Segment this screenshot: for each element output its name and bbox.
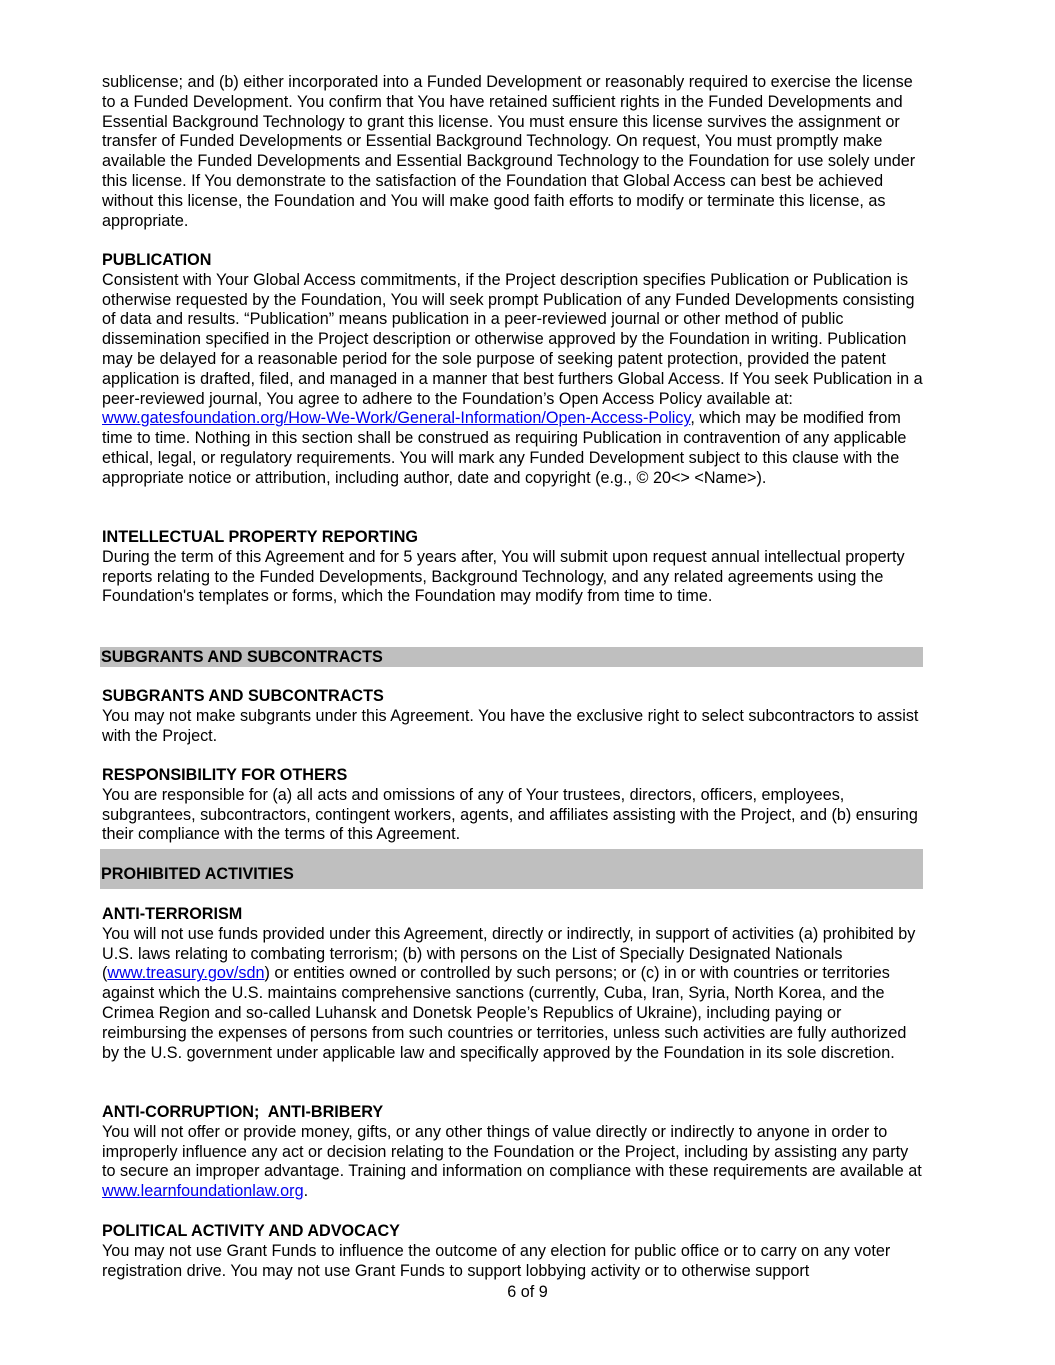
intro-section [102,73,924,231]
anti-corruption-section [102,1103,924,1202]
anti-terrorism-text-after: ) or entities owned or controlled by such persons; or (c) in or with countries or territories against which the U.S. maintains comprehensive sanctions (currently, Cuba, Iran, Syria, North Korea, and the Crimea Region and so-called Luhansk and Donetsk People’s Republics of Ukraine), including paying or reimbursing the expenses of persons from such countries or territories, unless such activities are fully authorized by the U.S. government under applicable law and specifically approved by the Foundation in its sole discretion. [102,964,907,1062]
anti-corruption-paragraph [102,1123,924,1202]
responsibility-paragraph: You are responsible for (a) all acts and omissions of any of Your trustees, directors, officers, employees, subgrantees, subcontractors, contingent workers, agents, and affiliates assisting with the Project, and (b) ensuring their compliance with the terms of this Agreement. [102,785,918,844]
section-band-prohibited [100,849,923,889]
open-access-policy-link[interactable]: www.gatesfoundation.org/How-We-Work/General-Information/Open-Access-Policy [102,409,691,428]
treasury-sdn-link[interactable]: www.treasury.gov/sdn [107,964,265,983]
anti-corruption-heading: ANTI-CORRUPTION; ANTI-BRIBERY [102,1103,384,1121]
page-number: 6 of 9 [507,1283,548,1301]
ip-reporting-section [102,528,924,607]
publication-text-before: Consistent with Your Global Access commitments, if the Project description specifies Publication or Publication is otherwise requested by the Foundation, You will seek prompt Publication of any Funded Developments consisting of data and results. “Publication” means publication in a peer-reviewed journal or other method of public dissemination specified in the Project description or otherwise approved by the Foundation in writing. Publication may be delayed for a reasonable period for the sole purpose of seeking patent protection, provided the patent application is drafted, filed, and managed in a manner that best furthers Global Access. If You seek Publication in a peer-reviewed journal, You agree to adhere to the Foundation’s Open Access Policy available at: [102,270,923,408]
section-band-subgrants [100,647,923,667]
learnfoundationlaw-link[interactable]: www.learnfoundationlaw.org [102,1182,304,1201]
responsibility-heading: RESPONSIBILITY FOR OTHERS [102,766,348,784]
political-section [102,1222,924,1281]
anti-terrorism-paragraph [102,925,924,1064]
anti-corruption-text-before: You will not offer or provide money, gifts, or any other things of value directly or indirectly to anyone in order to improperly influence any act or decision relating to the Foundation or the Project, including by assisting any party to secure an improper advantage. Training and information on compliance with these requirements are available at [102,1122,922,1181]
section-band-subgrants-label: SUBGRANTS AND SUBCONTRACTS [101,648,383,666]
publication-heading: PUBLICATION [102,251,212,269]
publication-paragraph [102,271,924,489]
publication-text-after: , which may be modified from time to time. Nothing in this section shall be construed as requiring Publication in contravention of any applicable ethical, legal, or regulatory requirements. You will mark any Funded Development subject to this clause with the appropriate notice or attribution, including author, date and copyright (e.g., © 20<> <Name>). [102,409,907,487]
anti-terrorism-heading: ANTI-TERRORISM [102,905,243,923]
responsibility-section [102,766,924,845]
political-heading: POLITICAL ACTIVITY AND ADVOCACY [102,1222,400,1240]
subgrants-paragraph: You may not make subgrants under this Agreement. You have the exclusive right to select subcontractors to assist with the Project. [102,706,919,745]
anti-corruption-text-after: . [303,1182,309,1201]
subgrants-section [102,687,924,746]
political-paragraph: You may not use Grant Funds to influence the outcome of any election for public office or to carry on any voter registration drive. You may not use Grant Funds to support lobbying activity or to otherwise support [102,1241,891,1280]
intro-paragraph: sublicense; and (b) either incorporated into a Funded Development or reasonably required to exercise the license to a Funded Development. You confirm that You have retained sufficient rights in the Funded Developments and Essential Background Technology to grant this license. You must ensure this license survives the assignment or transfer of Funded Developments or Essential Background Technology. On request, You must promptly make available the Funded Developments and Essential Background Technology to the Foundation for use solely under this license. If You demonstrate to the satisfaction of the Foundation that Global Access can best be achieved without this license, the Foundation and You will make good faith efforts to modify or terminate this license, as appropriate. [102,73,916,230]
ip-reporting-paragraph: During the term of this Agreement and for 5 years after, You will submit upon request annual intellectual property reports relating to the Funded Developments, Background Technology, and any related agreements using the Foundation's templates or forms, which the Foundation may modify from time to time. [102,547,905,606]
section-band-prohibited-label: PROHIBITED ACTIVITIES [101,865,294,883]
publication-section [102,251,924,489]
subgrants-heading: SUBGRANTS AND SUBCONTRACTS [102,687,384,705]
anti-terrorism-section [102,905,924,1063]
anti-terrorism-text-before: You will not use funds provided under this Agreement, directly or indirectly, in support of activities (a) prohibited by U.S. laws relating to combating terrorism; (b) with persons on the List of Specially Designated Nationals ( [102,924,916,983]
ip-reporting-heading: INTELLECTUAL PROPERTY REPORTING [102,528,418,546]
